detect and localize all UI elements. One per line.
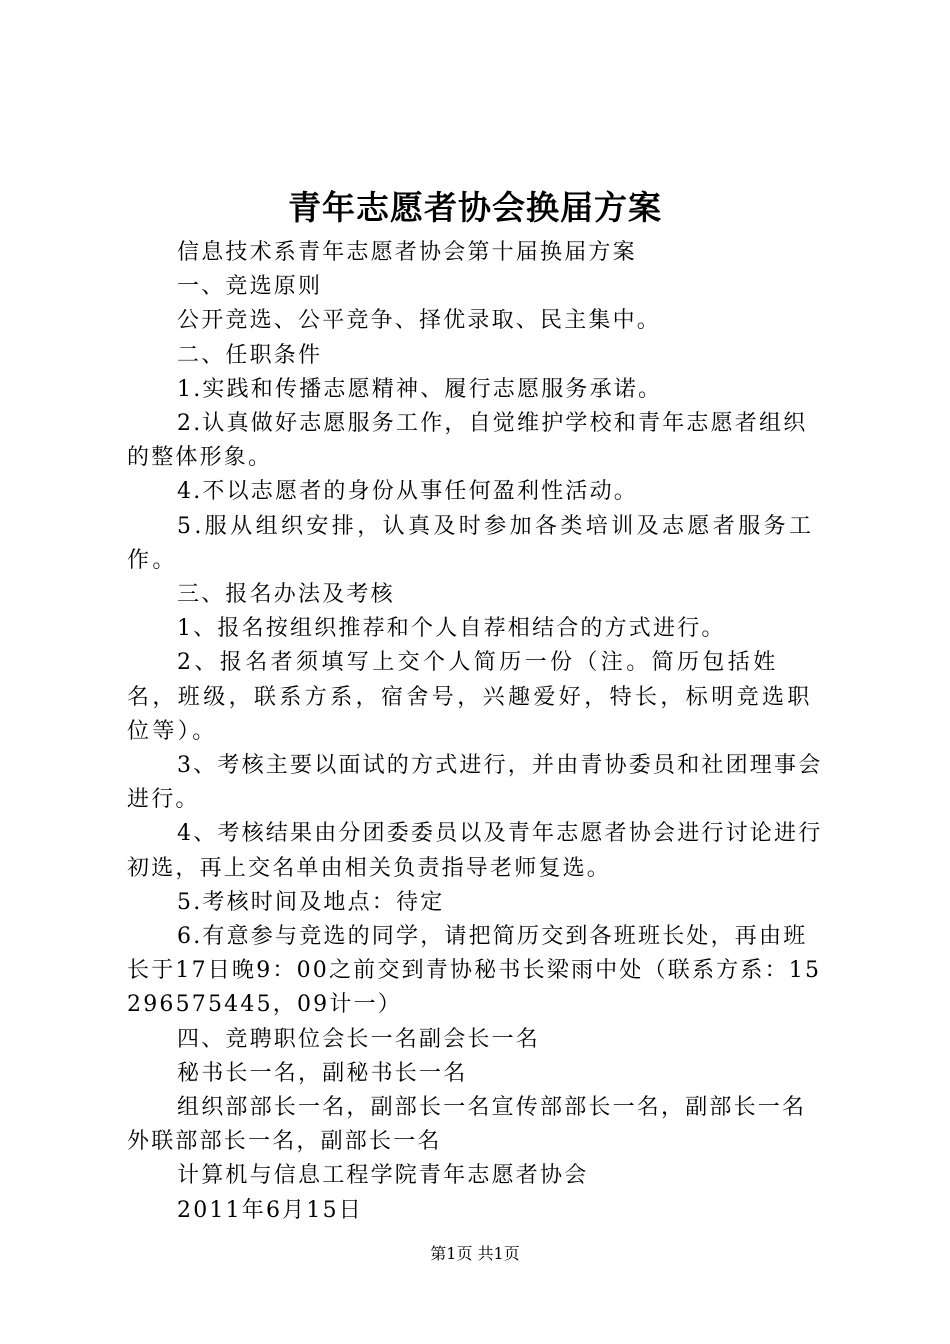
paragraph-subtitle: 信息技术系青年志愿者协会第十届换届方案 [177,240,637,265]
paragraph-condition-1: 1.实践和传播志愿精神、履行志愿服务承诺。 [177,376,663,402]
paragraph-date: 2011年6月15日 [177,1197,363,1223]
paragraph-registration-4: 4、考核结果由分团委委员以及青年志愿者协会进行讨论进行初选，再上交名单由相关负责指导老师复选。 [127,821,823,881]
page-footer: 第1页 共1页 [430,1244,520,1263]
paragraph-principles: 公开竞选、公平竞争、择优录取、民主集中。 [177,308,662,334]
section-heading-registration: 三、报名办法及考核 [177,582,395,608]
paragraph-positions-departments: 组织部部长一名，副部长一名宣传部部长一名，副部长一名外联部部长一名，副部长一名 [127,1095,807,1155]
paragraph-registration-6: 6.有意参与竞选的同学，请把简历交到各班班长处，再由班长于17日晚9：00之前交到青协秘书长梁雨中处（联系方系：15296575445，09计一） [127,924,822,1018]
paragraph-registration-5: 5.考核时间及地点：待定 [177,889,445,915]
section-heading-principles: 一、竞选原则 [177,274,323,300]
section-heading-conditions: 二、任职条件 [177,342,323,368]
section-heading-positions: 四、竞聘职位会长一名副会长一名 [177,1026,541,1052]
document-title: 青年志愿者协会换届方案 [288,188,662,227]
paragraph-signature-org: 计算机与信息工程学院青年志愿者协会 [177,1163,589,1189]
paragraph-condition-5: 5.服从组织安排，认真及时参加各类培训及志愿者服务工作。 [127,513,815,573]
paragraph-positions-secretary: 秘书长一名，副秘书长一名 [177,1060,468,1086]
paragraph-condition-4: 4.不以志愿者的身份从事任何盈利性活动。 [177,479,638,505]
paragraph-condition-2: 2.认真做好志愿服务工作，自觉维护学校和青年志愿者组织的整体形象。 [127,411,808,471]
paragraph-registration-3: 3、考核主要以面试的方式进行，并由青协委员和社团理事会进行。 [127,753,823,813]
paragraph-registration-1: 1、报名按组织推荐和个人自荐相结合的方式进行。 [177,616,726,642]
document-body [127,236,827,1228]
paragraph-registration-2: 2、报名者须填写上交个人简历一份（注。简历包括姓名，班级，联系方系，宿舍号，兴趣爱好，特长，标明竞选职位等）。 [127,650,813,744]
